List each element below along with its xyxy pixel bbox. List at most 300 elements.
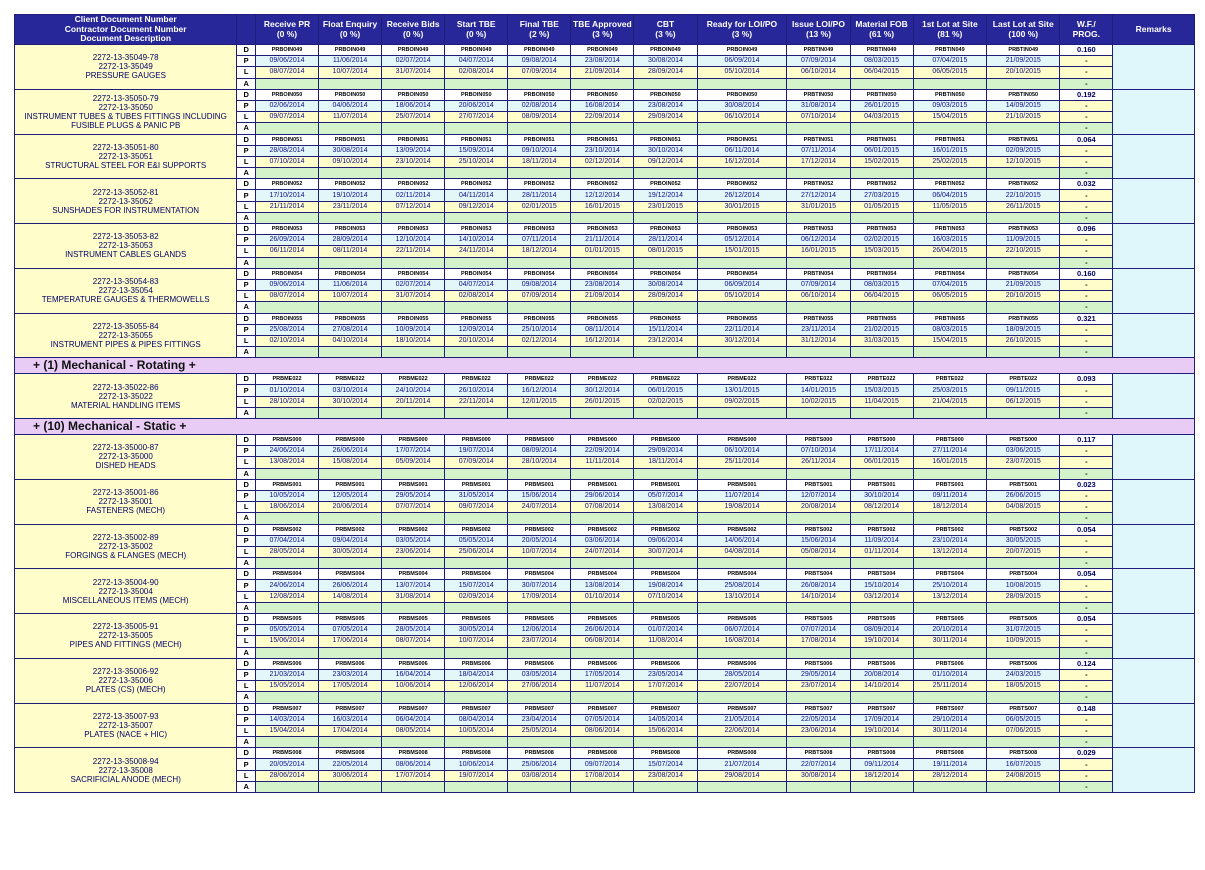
planned-date-cell[interactable]: 20/10/2014 [913, 625, 986, 636]
planned-date-cell[interactable]: 30/12/2014 [571, 385, 634, 396]
actual-date-cell[interactable] [255, 407, 318, 418]
planned-date-cell[interactable]: 14/05/2014 [634, 714, 697, 725]
forecast-date-cell[interactable]: 25/06/2014 [445, 546, 508, 557]
forecast-date-cell[interactable]: 07/07/2014 [382, 502, 445, 513]
remarks-cell[interactable] [1113, 313, 1195, 358]
milestone-document-code[interactable]: PRBOIN055 [508, 313, 571, 324]
actual-date-cell[interactable] [382, 257, 445, 268]
actual-date-cell[interactable] [382, 168, 445, 179]
actual-date-cell[interactable] [987, 468, 1060, 479]
forecast-date-cell[interactable]: 24/07/2014 [508, 502, 571, 513]
forecast-date-cell[interactable]: 26/01/2015 [571, 396, 634, 407]
planned-date-cell[interactable]: 30/07/2014 [508, 580, 571, 591]
remarks-cell[interactable] [1113, 435, 1195, 480]
milestone-document-code[interactable]: PRBTIN055 [913, 313, 986, 324]
milestone-document-code[interactable]: PRBTIN049 [850, 45, 913, 56]
actual-date-cell[interactable] [445, 513, 508, 524]
actual-date-cell[interactable] [634, 78, 697, 89]
milestone-document-code[interactable]: PRBMS004 [445, 569, 508, 580]
forecast-date-cell[interactable]: 24/08/2015 [987, 770, 1060, 781]
planned-date-cell[interactable]: 21/09/2015 [987, 279, 1060, 290]
milestone-document-code[interactable]: PRBMS004 [571, 569, 634, 580]
milestone-document-code[interactable]: PRBMS004 [697, 569, 787, 580]
forecast-date-cell[interactable]: 26/04/2015 [913, 246, 986, 257]
actual-date-cell[interactable] [850, 468, 913, 479]
planned-date-cell[interactable]: 22/05/2014 [319, 759, 382, 770]
forecast-date-cell[interactable]: 25/02/2015 [913, 156, 986, 167]
planned-date-cell[interactable]: 23/04/2014 [508, 714, 571, 725]
forecast-date-cell[interactable]: 21/11/2014 [255, 201, 318, 212]
milestone-document-code[interactable]: PRBMS001 [445, 479, 508, 490]
planned-date-cell[interactable]: 28/11/2014 [508, 190, 571, 201]
milestone-document-code[interactable]: PRBTS002 [850, 524, 913, 535]
milestone-document-code[interactable]: PRBTIN054 [987, 268, 1060, 279]
planned-date-cell[interactable]: 20/05/2014 [255, 759, 318, 770]
milestone-document-code[interactable]: PRBMS006 [255, 658, 318, 669]
forecast-date-cell[interactable]: 20/08/2014 [787, 502, 850, 513]
planned-date-cell[interactable]: 31/07/2015 [987, 625, 1060, 636]
milestone-document-code[interactable]: PRBTIN052 [987, 179, 1060, 190]
planned-date-cell[interactable]: 29/09/2014 [634, 446, 697, 457]
forecast-date-cell[interactable]: 20/07/2015 [987, 546, 1060, 557]
forecast-date-cell[interactable]: 18/10/2014 [382, 335, 445, 346]
milestone-document-code[interactable]: PRBTIN053 [850, 224, 913, 235]
forecast-date-cell[interactable]: 06/10/2014 [787, 291, 850, 302]
planned-date-cell[interactable]: 09/11/2014 [913, 490, 986, 501]
planned-date-cell[interactable]: 27/08/2014 [319, 324, 382, 335]
planned-date-cell[interactable]: 15/06/2014 [787, 535, 850, 546]
milestone-document-code[interactable]: PRBTS004 [913, 569, 986, 580]
actual-date-cell[interactable] [697, 558, 787, 569]
actual-date-cell[interactable] [697, 407, 787, 418]
milestone-document-code[interactable]: PRBMS008 [571, 748, 634, 759]
planned-date-cell[interactable]: 04/07/2014 [445, 279, 508, 290]
milestone-document-code[interactable]: PRBMS005 [445, 614, 508, 625]
actual-date-cell[interactable] [382, 78, 445, 89]
milestone-document-code[interactable]: PRBTS004 [987, 569, 1060, 580]
milestone-document-code[interactable]: PRBTIN055 [850, 313, 913, 324]
forecast-date-cell[interactable]: 09/12/2014 [445, 201, 508, 212]
actual-date-cell[interactable] [634, 513, 697, 524]
milestone-document-code[interactable]: PRBMS001 [697, 479, 787, 490]
planned-date-cell[interactable]: 14/10/2014 [445, 235, 508, 246]
forecast-date-cell[interactable]: 17/08/2014 [787, 636, 850, 647]
milestone-document-code[interactable]: PRBMS001 [571, 479, 634, 490]
planned-date-cell[interactable]: 06/01/2015 [634, 385, 697, 396]
milestone-document-code[interactable]: PRBMS000 [382, 435, 445, 446]
planned-date-cell[interactable]: 09/06/2014 [634, 535, 697, 546]
actual-date-cell[interactable] [571, 257, 634, 268]
planned-date-cell[interactable]: 30/05/2015 [987, 535, 1060, 546]
planned-date-cell[interactable]: 09/08/2014 [508, 56, 571, 67]
milestone-document-code[interactable]: PRBMS000 [255, 435, 318, 446]
planned-date-cell[interactable]: 24/03/2015 [987, 669, 1060, 680]
header-document-description[interactable] [15, 15, 237, 45]
planned-date-cell[interactable]: 13/01/2015 [697, 385, 787, 396]
milestone-document-code[interactable]: PRBOIN053 [508, 224, 571, 235]
milestone-document-code[interactable]: PRBOIN054 [571, 268, 634, 279]
actual-date-cell[interactable] [697, 468, 787, 479]
header-wf-progress[interactable] [1060, 15, 1113, 45]
forecast-date-cell[interactable]: 09/12/2014 [634, 156, 697, 167]
header-receive-bids[interactable] [382, 15, 445, 45]
forecast-date-cell[interactable]: 18/12/2014 [850, 770, 913, 781]
remarks-cell[interactable] [1113, 179, 1195, 224]
forecast-date-cell[interactable]: 16/01/2015 [571, 201, 634, 212]
actual-date-cell[interactable] [787, 347, 850, 358]
milestone-document-code[interactable]: PRBTS000 [787, 435, 850, 446]
actual-date-cell[interactable] [697, 168, 787, 179]
planned-date-cell[interactable]: 12/10/2014 [382, 235, 445, 246]
forecast-date-cell[interactable]: 26/11/2014 [787, 457, 850, 468]
forecast-date-cell[interactable]: 16/01/2015 [787, 246, 850, 257]
milestone-document-code[interactable]: PRBMS005 [382, 614, 445, 625]
planned-date-cell[interactable]: 02/07/2014 [382, 56, 445, 67]
actual-date-cell[interactable] [382, 212, 445, 223]
actual-date-cell[interactable] [255, 558, 318, 569]
actual-date-cell[interactable] [634, 468, 697, 479]
planned-date-cell[interactable]: 25/06/2014 [508, 759, 571, 770]
milestone-document-code[interactable]: PRBOIN055 [634, 313, 697, 324]
actual-date-cell[interactable] [850, 212, 913, 223]
actual-date-cell[interactable] [913, 558, 986, 569]
actual-date-cell[interactable] [787, 647, 850, 658]
planned-date-cell[interactable]: 30/10/2014 [850, 490, 913, 501]
forecast-date-cell[interactable]: 07/09/2014 [508, 291, 571, 302]
actual-date-cell[interactable] [787, 78, 850, 89]
milestone-document-code[interactable]: PRBMS005 [255, 614, 318, 625]
milestone-document-code[interactable]: PRBME022 [255, 374, 318, 385]
actual-date-cell[interactable] [787, 602, 850, 613]
planned-date-cell[interactable]: 19/07/2014 [445, 446, 508, 457]
planned-date-cell[interactable]: 06/05/2015 [987, 714, 1060, 725]
forecast-date-cell[interactable]: 20/06/2014 [319, 502, 382, 513]
planned-date-cell[interactable]: 28/11/2014 [634, 235, 697, 246]
forecast-date-cell[interactable]: 06/08/2014 [571, 636, 634, 647]
actual-date-cell[interactable] [571, 347, 634, 358]
milestone-document-code[interactable]: PRBTS005 [850, 614, 913, 625]
forecast-date-cell[interactable]: 18/05/2015 [987, 681, 1060, 692]
planned-date-cell[interactable]: 14/06/2014 [697, 535, 787, 546]
planned-date-cell[interactable]: 06/10/2014 [697, 446, 787, 457]
forecast-date-cell[interactable]: 10/09/2015 [987, 636, 1060, 647]
planned-date-cell[interactable]: 16/04/2014 [382, 669, 445, 680]
forecast-date-cell[interactable]: 11/05/2015 [913, 201, 986, 212]
planned-date-cell[interactable]: 02/09/2015 [987, 145, 1060, 156]
forecast-date-cell[interactable]: 04/08/2014 [697, 546, 787, 557]
planned-date-cell[interactable]: 14/03/2014 [255, 714, 318, 725]
forecast-date-cell[interactable]: 23/07/2014 [508, 636, 571, 647]
actual-date-cell[interactable] [571, 302, 634, 313]
milestone-document-code[interactable]: PRBMS001 [319, 479, 382, 490]
forecast-date-cell[interactable]: 03/08/2014 [508, 770, 571, 781]
forecast-date-cell[interactable]: 30/06/2014 [319, 770, 382, 781]
planned-date-cell[interactable]: 06/04/2015 [913, 190, 986, 201]
document-description-cell[interactable] [15, 313, 237, 358]
planned-date-cell[interactable]: 05/07/2014 [634, 490, 697, 501]
forecast-date-cell[interactable]: 30/12/2014 [697, 335, 787, 346]
milestone-document-code[interactable]: PRBOIN053 [445, 224, 508, 235]
actual-date-cell[interactable] [987, 168, 1060, 179]
planned-date-cell[interactable]: 26/12/2014 [697, 190, 787, 201]
planned-date-cell[interactable]: 24/06/2014 [255, 446, 318, 457]
forecast-date-cell[interactable]: 17/04/2014 [319, 725, 382, 736]
forecast-date-cell[interactable]: 23/06/2014 [382, 546, 445, 557]
forecast-date-cell[interactable]: 28/12/2014 [913, 770, 986, 781]
remarks-cell[interactable] [1113, 569, 1195, 614]
forecast-date-cell[interactable]: 22/11/2014 [382, 246, 445, 257]
actual-date-cell[interactable] [445, 347, 508, 358]
forecast-date-cell[interactable]: 31/03/2015 [850, 335, 913, 346]
actual-date-cell[interactable] [913, 513, 986, 524]
header-start-tbe[interactable] [445, 15, 508, 45]
milestone-document-code[interactable]: PRBTIN049 [987, 45, 1060, 56]
planned-date-cell[interactable]: 27/03/2015 [850, 190, 913, 201]
planned-date-cell[interactable]: 16/01/2015 [913, 145, 986, 156]
planned-date-cell[interactable]: 23/08/2014 [571, 56, 634, 67]
actual-date-cell[interactable] [634, 347, 697, 358]
actual-date-cell[interactable] [571, 781, 634, 792]
milestone-document-code[interactable]: PRBMS007 [634, 703, 697, 714]
milestone-document-code[interactable]: PRBME022 [697, 374, 787, 385]
forecast-date-cell[interactable]: 13/10/2014 [697, 591, 787, 602]
forecast-date-cell[interactable]: 02/12/2014 [508, 335, 571, 346]
milestone-document-code[interactable]: PRBMS006 [445, 658, 508, 669]
forecast-date-cell[interactable]: 11/07/2014 [571, 681, 634, 692]
planned-date-cell[interactable]: 09/06/2014 [255, 56, 318, 67]
milestone-document-code[interactable]: PRBOIN051 [571, 134, 634, 145]
planned-date-cell[interactable]: 01/10/2014 [913, 669, 986, 680]
planned-date-cell[interactable]: 11/09/2015 [987, 235, 1060, 246]
actual-date-cell[interactable] [634, 737, 697, 748]
milestone-document-code[interactable]: PRBMS008 [255, 748, 318, 759]
milestone-document-code[interactable]: PRBOIN052 [508, 179, 571, 190]
header-float-enquiry[interactable] [319, 15, 382, 45]
actual-date-cell[interactable] [987, 781, 1060, 792]
milestone-document-code[interactable]: PRBOIN050 [255, 89, 318, 100]
forecast-date-cell[interactable]: 15/06/2014 [255, 636, 318, 647]
actual-date-cell[interactable] [382, 468, 445, 479]
planned-date-cell[interactable]: 28/05/2014 [382, 625, 445, 636]
milestone-document-code[interactable]: PRBMS005 [319, 614, 382, 625]
actual-date-cell[interactable] [850, 781, 913, 792]
forecast-date-cell[interactable]: 01/11/2014 [850, 546, 913, 557]
actual-date-cell[interactable] [382, 692, 445, 703]
milestone-document-code[interactable]: PRBTS006 [787, 658, 850, 669]
forecast-date-cell[interactable]: 30/05/2014 [319, 546, 382, 557]
planned-date-cell[interactable]: 07/11/2014 [508, 235, 571, 246]
planned-date-cell[interactable]: 01/10/2014 [255, 385, 318, 396]
actual-date-cell[interactable] [571, 468, 634, 479]
forecast-date-cell[interactable]: 20/10/2015 [987, 291, 1060, 302]
planned-date-cell[interactable]: 26/06/2015 [987, 490, 1060, 501]
actual-date-cell[interactable] [787, 212, 850, 223]
planned-date-cell[interactable]: 08/04/2014 [445, 714, 508, 725]
milestone-document-code[interactable]: PRBTIN050 [987, 89, 1060, 100]
milestone-document-code[interactable]: PRBTS007 [913, 703, 986, 714]
actual-date-cell[interactable] [571, 513, 634, 524]
milestone-document-code[interactable]: PRBMS002 [697, 524, 787, 535]
milestone-document-code[interactable]: PRBTIN049 [913, 45, 986, 56]
category-label[interactable]: + (1) Mechanical - Rotating + [15, 358, 1195, 374]
actual-date-cell[interactable] [850, 78, 913, 89]
forecast-date-cell[interactable]: 29/08/2014 [697, 770, 787, 781]
planned-date-cell[interactable]: 26/10/2014 [445, 385, 508, 396]
planned-date-cell[interactable]: 23/03/2014 [319, 669, 382, 680]
actual-date-cell[interactable] [382, 602, 445, 613]
planned-date-cell[interactable]: 14/01/2015 [787, 385, 850, 396]
milestone-document-code[interactable]: PRBOIN051 [382, 134, 445, 145]
planned-date-cell[interactable]: 19/10/2014 [319, 190, 382, 201]
forecast-date-cell[interactable]: 23/10/2014 [382, 156, 445, 167]
forecast-date-cell[interactable]: 20/11/2014 [382, 396, 445, 407]
planned-date-cell[interactable]: 07/09/2014 [787, 279, 850, 290]
actual-date-cell[interactable] [634, 123, 697, 134]
milestone-document-code[interactable]: PRBMS002 [571, 524, 634, 535]
milestone-document-code[interactable]: PRBMS004 [508, 569, 571, 580]
planned-date-cell[interactable]: 05/05/2014 [445, 535, 508, 546]
milestone-document-code[interactable]: PRBMS008 [445, 748, 508, 759]
planned-date-cell[interactable]: 31/05/2014 [445, 490, 508, 501]
actual-date-cell[interactable] [913, 692, 986, 703]
actual-date-cell[interactable] [913, 407, 986, 418]
actual-date-cell[interactable] [445, 781, 508, 792]
actual-date-cell[interactable] [697, 78, 787, 89]
actual-date-cell[interactable] [787, 468, 850, 479]
actual-date-cell[interactable] [987, 302, 1060, 313]
forecast-date-cell[interactable]: 25/11/2014 [913, 681, 986, 692]
forecast-date-cell[interactable]: 12/01/2015 [508, 396, 571, 407]
actual-date-cell[interactable] [445, 737, 508, 748]
planned-date-cell[interactable]: 07/05/2014 [319, 625, 382, 636]
milestone-document-code[interactable]: PRBOIN055 [319, 313, 382, 324]
forecast-date-cell[interactable]: 11/04/2015 [850, 396, 913, 407]
planned-date-cell[interactable]: 11/06/2014 [319, 56, 382, 67]
forecast-date-cell[interactable]: 05/10/2014 [697, 291, 787, 302]
planned-date-cell[interactable]: 17/10/2014 [255, 190, 318, 201]
milestone-document-code[interactable]: PRBMS004 [382, 569, 445, 580]
document-description-cell[interactable] [15, 569, 237, 614]
planned-date-cell[interactable]: 13/08/2014 [571, 580, 634, 591]
forecast-date-cell[interactable]: 02/08/2014 [445, 67, 508, 78]
actual-date-cell[interactable] [634, 302, 697, 313]
planned-date-cell[interactable]: 30/08/2014 [319, 145, 382, 156]
planned-date-cell[interactable]: 15/06/2014 [508, 490, 571, 501]
planned-date-cell[interactable]: 02/07/2014 [382, 279, 445, 290]
forecast-date-cell[interactable]: 07/08/2014 [571, 502, 634, 513]
forecast-date-cell[interactable]: 31/01/2015 [787, 201, 850, 212]
planned-date-cell[interactable]: 23/10/2014 [913, 535, 986, 546]
milestone-document-code[interactable]: PRBOIN051 [634, 134, 697, 145]
milestone-document-code[interactable]: PRBMS007 [697, 703, 787, 714]
remarks-cell[interactable] [1113, 374, 1195, 419]
planned-date-cell[interactable]: 21/09/2015 [987, 56, 1060, 67]
actual-date-cell[interactable] [382, 407, 445, 418]
milestone-document-code[interactable]: PRBTE022 [787, 374, 850, 385]
actual-date-cell[interactable] [697, 781, 787, 792]
forecast-date-cell[interactable]: 16/08/2014 [697, 636, 787, 647]
planned-date-cell[interactable]: 05/12/2014 [697, 235, 787, 246]
milestone-document-code[interactable]: PRBTE022 [913, 374, 986, 385]
actual-date-cell[interactable] [445, 468, 508, 479]
forecast-date-cell[interactable]: 07/10/2014 [255, 156, 318, 167]
actual-date-cell[interactable] [787, 123, 850, 134]
actual-date-cell[interactable] [850, 123, 913, 134]
forecast-date-cell[interactable]: 08/11/2014 [319, 246, 382, 257]
forecast-date-cell[interactable]: 07/10/2014 [787, 112, 850, 123]
milestone-document-code[interactable]: PRBTS006 [850, 658, 913, 669]
planned-date-cell[interactable]: 09/07/2014 [571, 759, 634, 770]
forecast-date-cell[interactable]: 22/10/2015 [987, 246, 1060, 257]
milestone-document-code[interactable]: PRBOIN053 [634, 224, 697, 235]
planned-date-cell[interactable]: 08/06/2014 [382, 759, 445, 770]
planned-date-cell[interactable]: 11/06/2014 [319, 279, 382, 290]
planned-date-cell[interactable]: 21/05/2014 [697, 714, 787, 725]
planned-date-cell[interactable]: 30/10/2014 [634, 145, 697, 156]
header-receive-pr[interactable] [255, 15, 318, 45]
actual-date-cell[interactable] [634, 558, 697, 569]
planned-date-cell[interactable]: 08/11/2014 [571, 324, 634, 335]
planned-date-cell[interactable]: 22/09/2014 [571, 446, 634, 457]
forecast-date-cell[interactable]: 17/09/2014 [508, 591, 571, 602]
forecast-date-cell[interactable]: 09/10/2014 [319, 156, 382, 167]
milestone-document-code[interactable]: PRBTS000 [987, 435, 1060, 446]
planned-date-cell[interactable]: 30/08/2014 [634, 279, 697, 290]
forecast-date-cell[interactable]: 09/02/2015 [697, 396, 787, 407]
forecast-date-cell[interactable]: 06/01/2015 [850, 457, 913, 468]
actual-date-cell[interactable] [987, 78, 1060, 89]
document-description-cell[interactable] [15, 89, 237, 134]
planned-date-cell[interactable]: 09/08/2014 [508, 279, 571, 290]
actual-date-cell[interactable] [850, 513, 913, 524]
forecast-date-cell[interactable]: 13/12/2014 [913, 546, 986, 557]
document-description-cell[interactable] [15, 45, 237, 90]
forecast-date-cell[interactable]: 15/05/2014 [255, 681, 318, 692]
forecast-date-cell[interactable]: 15/06/2014 [634, 725, 697, 736]
document-description-cell[interactable] [15, 224, 237, 269]
planned-date-cell[interactable]: 27/12/2014 [787, 190, 850, 201]
milestone-document-code[interactable]: PRBOIN051 [508, 134, 571, 145]
milestone-document-code[interactable]: PRBME022 [382, 374, 445, 385]
forecast-date-cell[interactable]: 07/12/2014 [382, 201, 445, 212]
actual-date-cell[interactable] [319, 407, 382, 418]
actual-date-cell[interactable] [255, 781, 318, 792]
milestone-document-code[interactable]: PRBTS001 [987, 479, 1060, 490]
planned-date-cell[interactable]: 15/07/2014 [634, 759, 697, 770]
forecast-date-cell[interactable]: 22/07/2014 [697, 681, 787, 692]
milestone-document-code[interactable]: PRBTIN053 [787, 224, 850, 235]
actual-date-cell[interactable] [508, 78, 571, 89]
forecast-date-cell[interactable]: 08/07/2014 [382, 636, 445, 647]
remarks-cell[interactable] [1113, 524, 1195, 569]
actual-date-cell[interactable] [913, 168, 986, 179]
planned-date-cell[interactable]: 13/09/2014 [382, 145, 445, 156]
actual-date-cell[interactable] [255, 212, 318, 223]
actual-date-cell[interactable] [319, 212, 382, 223]
header-material-fob[interactable] [850, 15, 913, 45]
forecast-date-cell[interactable]: 08/06/2014 [571, 725, 634, 736]
planned-date-cell[interactable]: 26/01/2015 [850, 100, 913, 111]
planned-date-cell[interactable]: 06/12/2014 [787, 235, 850, 246]
milestone-document-code[interactable]: PRBOIN053 [571, 224, 634, 235]
forecast-date-cell[interactable]: 17/07/2014 [382, 770, 445, 781]
forecast-date-cell[interactable]: 19/08/2014 [697, 502, 787, 513]
planned-date-cell[interactable]: 26/06/2014 [571, 625, 634, 636]
actual-date-cell[interactable] [850, 407, 913, 418]
milestone-document-code[interactable]: PRBTS008 [987, 748, 1060, 759]
planned-date-cell[interactable]: 08/03/2015 [850, 56, 913, 67]
planned-date-cell[interactable]: 25/03/2015 [913, 385, 986, 396]
